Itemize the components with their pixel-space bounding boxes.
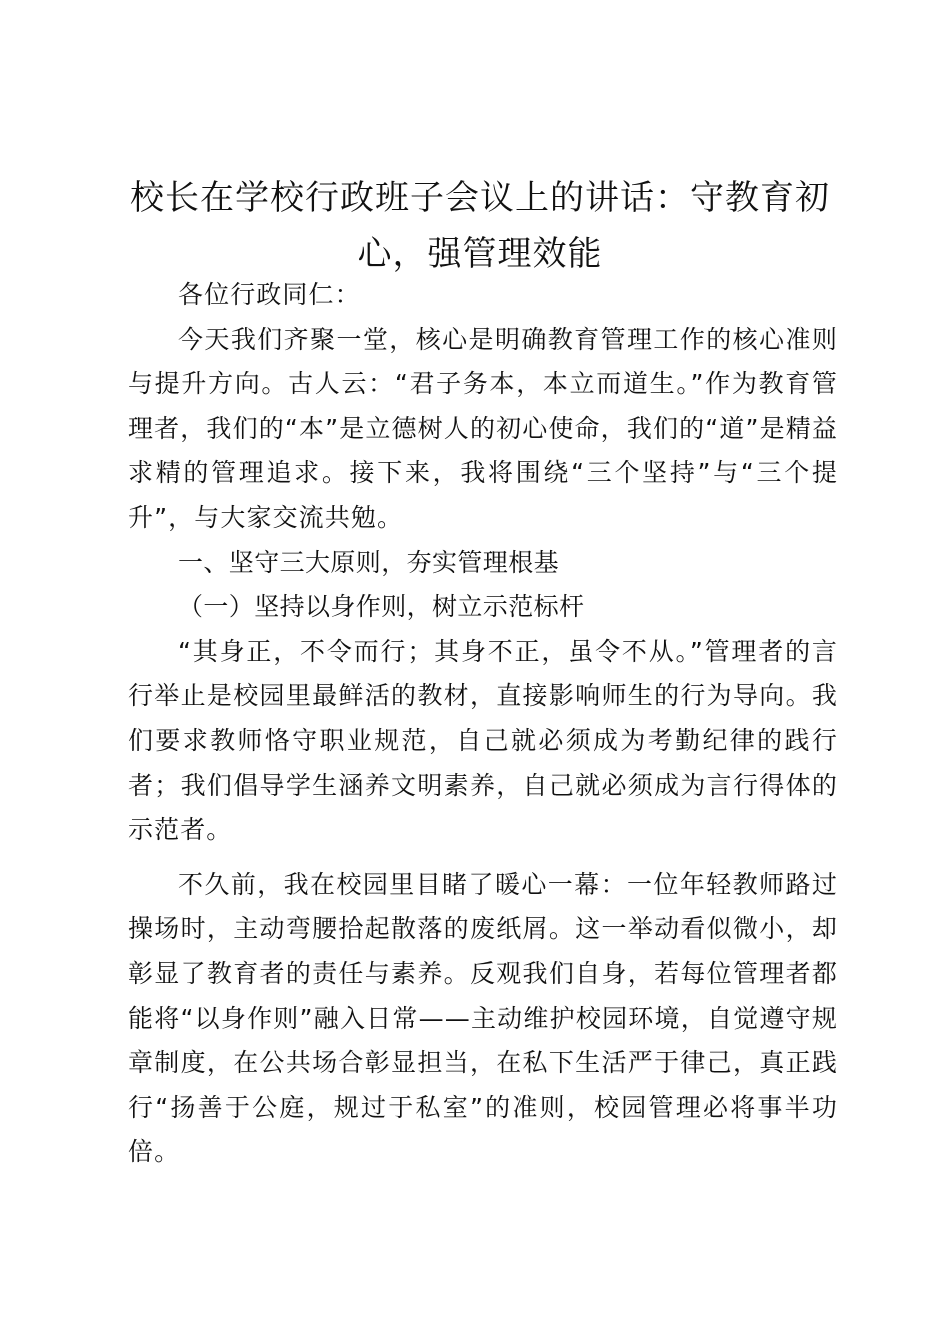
document-title: 校长在学校行政班子会议上的讲话：守教育初心，强管理效能 (130, 178, 830, 274)
section-heading: 一、坚守三大原则，夯实管理根基 (178, 547, 560, 577)
subsection-heading: （一）坚持以身作则，树立示范标杆 (178, 592, 585, 622)
intro-paragraph: 今天我们齐聚一堂，核心是明确教育管理工作的核心准则与提升方向。古人云：“君子务本，本立而道生。”作为教育管理者，我们的“本”是立德树人的初心使命，我们的“道”是精益求精的管理追求。接下来，我将围绕“三个坚持”与“三个提升”，与大家交流共勉。 (128, 324, 838, 532)
body-paragraph: “其身正，不令而行；其身不正，虽令不从。”管理者的言行举止是校园里最鲜活的教材，直接影响师生的行为导向。我们要求教师恪守职业规范，自己就必须成为考勤纪律的践行者；我们倡导学生涵养文明素养，自己就必须成为言行得体的示范者。 (128, 636, 838, 845)
document-body (128, 273, 838, 1175)
salutation: 各位行政同仁： (178, 280, 361, 309)
body-paragraph: 不久前，我在校园里目睹了暖心一幕：一位年轻教师路过操场时，主动弯腰拾起散落的废纸屑。这一举动看似微小，却彰显了教育者的责任与素养。反观我们自身，若每位管理者都能将“以身作则”融入日常——主动维护校园环境，自觉遵守规章制度，在公共场合彰显担当，在私下生活严于律己，真正践行“扬善于公庭，规过于私室”的准则，校园管理必将事半功倍。 (128, 869, 838, 1167)
